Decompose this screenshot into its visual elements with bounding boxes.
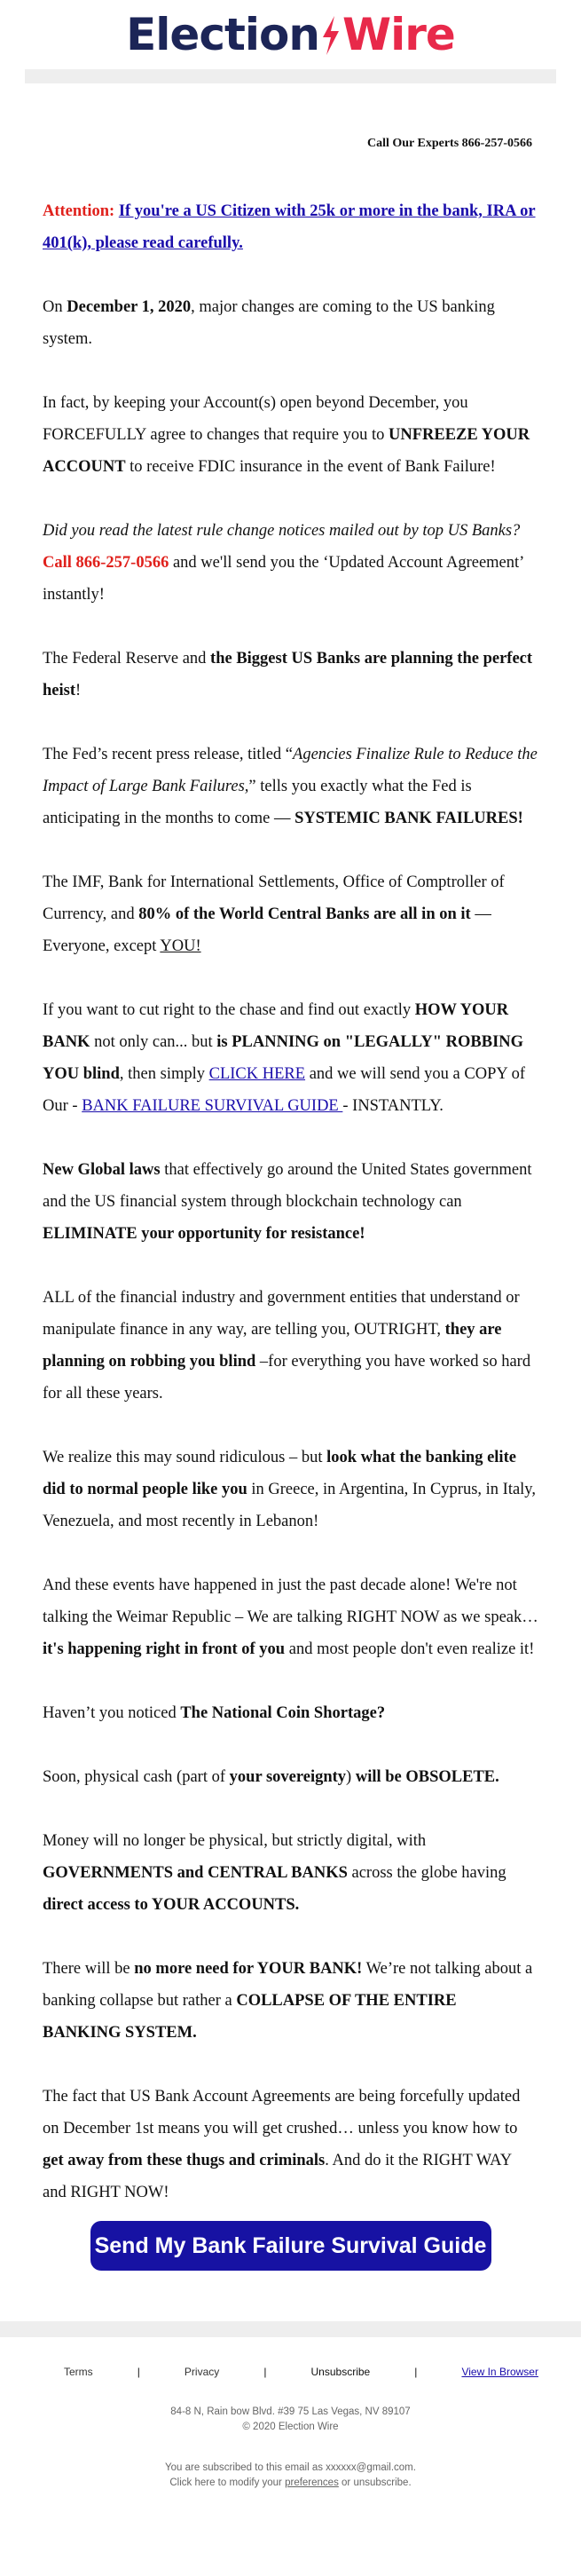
paragraph-6: The Fed’s recent press release, titled “Agencies Finalize Rule to Reduce the Impact of Large Bank Failures,” tells you exactly what the Fed is anticipating in the months to come — SYSTEMIC BANK FAILURES! [43, 746, 538, 827]
paragraph-8: If you want to cut right to the chase and find out exactly HOW YOUR BANK not only can... but is PLANNING on "LEGALLY" ROBBING YOU blind, then simply CLICK HERE and we will send you a COPY of Our - BANK FAILURE SURVIVAL GUIDE - INSTANTLY. [43, 1001, 526, 1115]
election-wire-logo[interactable] [0, 0, 581, 69]
send-guide-button[interactable]: Send My Bank Failure Survival Guide [90, 2221, 491, 2271]
click-here-link[interactable]: CLICK HERE [208, 1065, 306, 1083]
paragraph-14: Soon, physical cash (part of your sovereignty) will be OBSOLETE. [43, 1768, 499, 1786]
modify-preferences: Click here to modify your preferences or unsubscribe. [169, 2477, 412, 2488]
email-body [0, 195, 581, 2209]
paragraph-attention [43, 195, 538, 259]
paragraph-15: Money will no longer be physical, but strictly digital, with GOVERNMENTS and CENTRAL BANKS across the globe having direct access to YOUR ACCOUNTS. [43, 1832, 506, 1914]
logo-text-election: Election [126, 9, 319, 60]
survival-guide-link[interactable]: BANK FAILURE SURVIVAL GUIDE [82, 1097, 343, 1115]
paragraph-5: The Federal Reserve and the Biggest US Banks are planning the perfect heist! [43, 650, 533, 699]
paragraph-9: New Global laws that effectively go around the United States government and the US financial system through blockchain technology can ELIMINATE your opportunity for resistance! [43, 1161, 532, 1243]
footer-link-privacy[interactable]: Privacy [184, 2366, 220, 2378]
paragraph-12: And these events have happened in just the past decade alone! We're not talking the Weimar Republic – We are talking RIGHT NOW as we speak… it's happening right in front of you and most people don't even realize it! [43, 1576, 538, 1658]
footer-separator: | [263, 2366, 267, 2378]
paragraph-7: The IMF, Bank for International Settlements, Office of Comptroller of Currency, and 80% of the World Central Banks are all in on it — Everyone, except YOU! [43, 873, 505, 955]
preferences-link[interactable]: preferences [285, 2477, 339, 2488]
footer-link-unsubscribe[interactable]: Unsubscribe [310, 2366, 371, 2378]
subscribed-notice: You are subscribed to this email as xxxxxx@gmail.com. [165, 2462, 416, 2473]
logo-text-wire: Wire [342, 9, 455, 60]
logo-wordmark [126, 9, 455, 60]
footer-link-view-in-browser[interactable]: View In Browser [461, 2366, 538, 2378]
paragraph-3: In fact, by keeping your Account(s) open beyond December, you FORCEFULLY agree to changes that require you to UNFREEZE YOUR ACCOUNT to receive FDIC insurance in the event of Bank Failure! [43, 394, 530, 476]
footer-address: 84-8 N, Rain bow Blvd. #39 75 Las Vegas, NV 89107 [170, 2406, 411, 2417]
footer-copyright: © 2020 Election Wire [242, 2422, 339, 2432]
header-divider [25, 69, 556, 83]
call-label: Call Our Experts [366, 137, 462, 150]
call-phone-inline[interactable]: Call 866-257-0566 [43, 554, 169, 572]
paragraph-2: On December 1, 2020, major changes are coming to the US banking system. [43, 298, 495, 348]
footer-separator: | [137, 2366, 140, 2378]
paragraph-11: We realize this may sound ridiculous – but look what the banking elite did to normal people like you in Greece, in Argentina, In Cyprus, in Italy, Venezuela, and most recently in Lebanon! [43, 1449, 536, 1530]
footer-links [0, 2337, 581, 2378]
attention-label: Attention: [43, 202, 115, 220]
cta-container [0, 2209, 581, 2271]
paragraph-17: The fact that US Bank Account Agreements are being forcefully updated on December 1st means you will get crushed… unless you know how to get away from these thugs and criminals. And do it the RIGHT WAY and RIGHT NOW! [43, 2088, 521, 2201]
call-experts [0, 83, 581, 156]
lightning-bolt-icon [319, 16, 342, 55]
footer-link-terms[interactable]: Terms [64, 2366, 93, 2378]
paragraph-13: Haven’t you noticed The National Coin Shortage? [43, 1704, 386, 1722]
footer-separator: | [414, 2366, 418, 2378]
paragraph-16: There will be no more need for YOUR BANK! We’re not talking about a banking collapse but rather a COLLAPSE OF THE ENTIRE BANKING SYSTEM. [43, 1960, 533, 2042]
footer-divider [0, 2321, 581, 2337]
paragraph-10: ALL of the financial industry and government entities that understand or manipulate finance in any way, are telling you, OUTRIGHT, they are planning on robbing you blind –for everything you have worked so hard for all these years. [43, 1289, 531, 1403]
footer-subscription [0, 2435, 581, 2491]
read-carefully-link[interactable]: If you're a US Citizen with 25k or more in the bank, IRA or 401(k), please read carefully. [43, 202, 536, 252]
paragraph-4: Did you read the latest rule change notices mailed out by top US Banks? Call 866-257-0566 and we'll send you the ‘Updated Account Agreement’ instantly! [43, 522, 523, 604]
footer-address-block [0, 2378, 581, 2435]
call-phone[interactable]: 866-257-0566 [461, 137, 532, 150]
